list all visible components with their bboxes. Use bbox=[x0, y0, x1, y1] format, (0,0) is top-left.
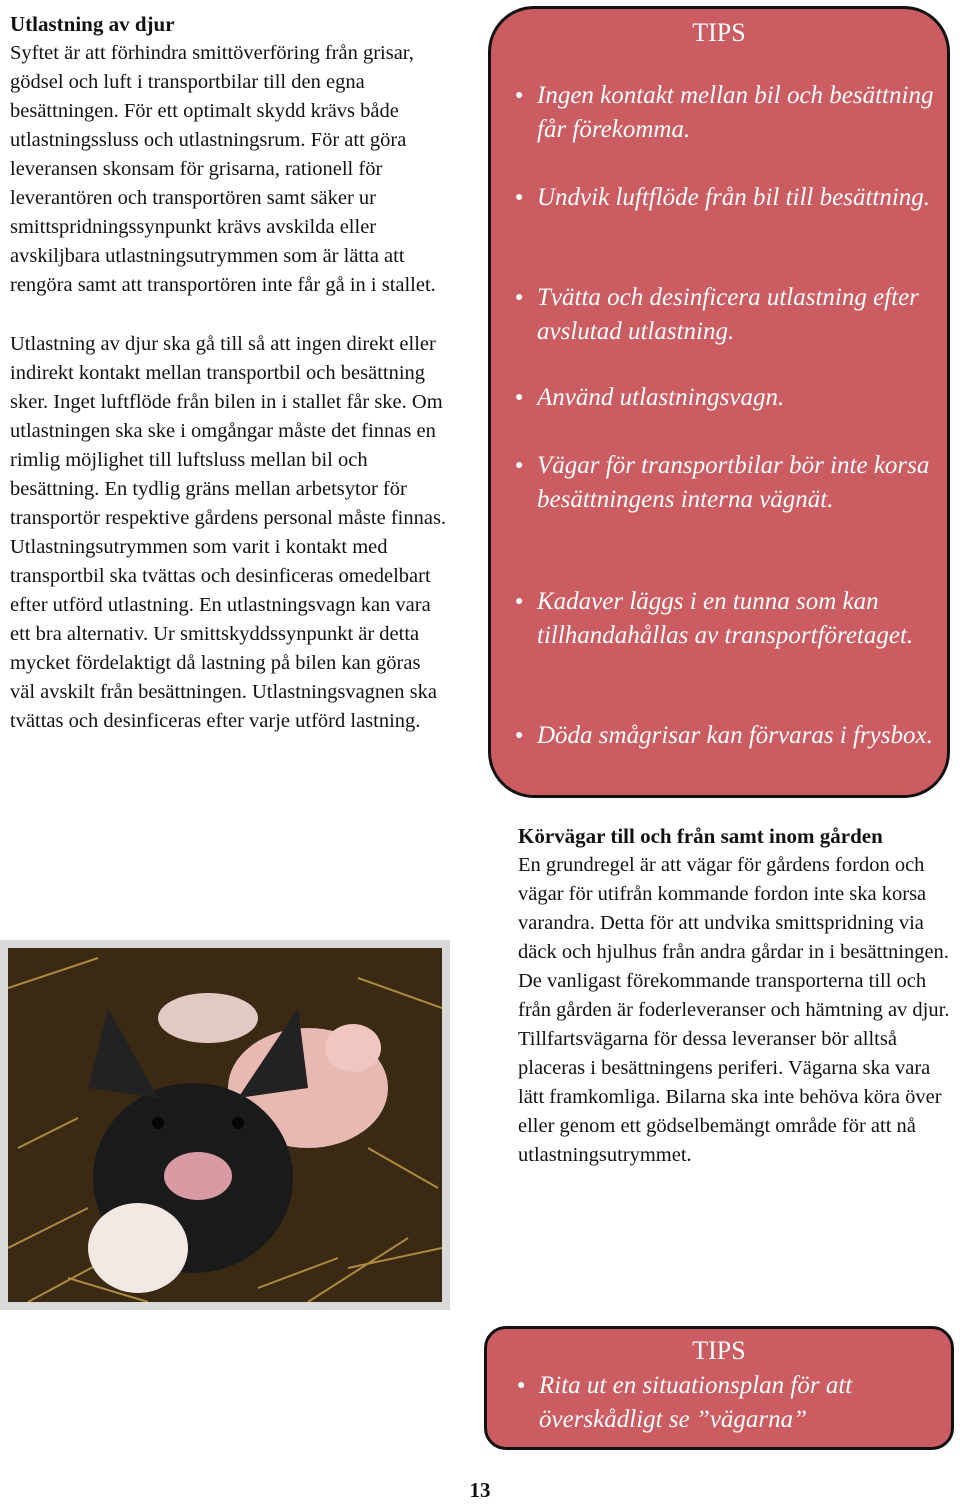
tips-item bbox=[515, 79, 937, 147]
tips-item bbox=[515, 281, 937, 349]
bullet-icon: ● bbox=[515, 290, 524, 305]
page-number: 13 bbox=[469, 1478, 491, 1502]
section-heading-utlastning: Utlastning av djur bbox=[10, 12, 175, 36]
section-heading-korvagar: Körvägar till och från samt inom gården bbox=[518, 824, 883, 848]
piglets-image bbox=[8, 948, 442, 1302]
bullet-icon: ● bbox=[515, 390, 524, 405]
tips-box bbox=[488, 6, 950, 798]
bullet-icon: ● bbox=[517, 1378, 526, 1393]
tips-item-text: Ingen kontakt mellan bil och besättning får förekomma. bbox=[537, 82, 934, 143]
tips-item bbox=[515, 381, 937, 415]
paragraph-utlastning: Utlastning av djur ska gå till så att ingen direkt eller indirekt kontakt mellan transportbil och besättning sker. Inget luftflöde från bilen in i stallet får ske. Om utlastningen ska ske i omgångar måste det finnas en rimlig möjlighet till luftsluss mellan bil och besättning. En tydlig gräns mellan arbetsytor för transportör respektive gårdens personal måste finnas. Utlastningsutrymmen som varit i kontakt med transportbil ska tvättas och desinficeras omedelbart efter utförd utlastning. En utlastningsvagn kan vara ett bra alternativ. Ur smittskyddssynpunkt är detta mycket fördelaktigt då lastning på bilen kan göras väl avskilt från besättningen. Utlastningsvagnen ska tvättas och desinficeras efter varje utförd lastning. bbox=[10, 333, 447, 732]
tips-item-text: Tvätta och desinficera utlastning efter avslutad utlastning. bbox=[537, 284, 919, 345]
paragraph-korvagar: En grundregel är att vägar för gårdens fordon och vägar för utifrån kommande fordon inte ska korsa varandra. Detta för att undvika smittspridning via däck och hjulhus från andra gårdar in i besättningen. De vanligast förekommande transporterna till och från gården är foderleveranser och hämtning av djur. Tillfartsvägarna för dessa leveranser bör alltså placeras i besättningens periferi. Vägarna ska vara lätt framkomliga. Bilarna ska inte behöva köra över eller genom ett gödselbemängt område för att nå utlastningsutrymmet. bbox=[518, 854, 950, 1166]
tips-item-text: Rita ut en situationsplan för att överskådligt se ”vägarna” bbox=[539, 1372, 853, 1433]
tips-item bbox=[515, 585, 937, 653]
bullet-icon: ● bbox=[515, 88, 524, 103]
tips-item bbox=[515, 181, 937, 215]
tips-title-2: TIPS bbox=[692, 1336, 746, 1365]
tips-item-text: Döda smågrisar kan förvaras i frysbox. bbox=[537, 722, 933, 749]
left-column bbox=[10, 10, 450, 736]
paragraph-intro: Syftet är att förhindra smittöverföring från grisar, gödsel och luft i transportbilar till den egna besättningen. För ett optimalt skydd krävs både utlastningssluss och utlastningsrum. För att göra leveransen skonsam för grisarna, rationell för leverantören och transportören samt säker ur smittspridningssynpunkt krävs avskilda eller avskiljbara utlastningsutrymmen som är lätta att rengöra samt att transportören inte får gå in i stallet. bbox=[10, 42, 436, 296]
bullet-icon: ● bbox=[515, 190, 524, 205]
right-column bbox=[518, 822, 954, 1170]
bullet-icon: ● bbox=[515, 594, 524, 609]
tips-item-text: Vägar för transportbilar bör inte korsa besättningens interna vägnät. bbox=[537, 452, 930, 513]
tips-item-text: Använd utlastningsvagn. bbox=[537, 384, 785, 411]
tips-item bbox=[515, 449, 937, 517]
tips-item-text: Kadaver läggs i en tunna som kan tillhandahållas av transportföretaget. bbox=[537, 588, 914, 649]
tips-item bbox=[517, 1369, 939, 1437]
bullet-icon: ● bbox=[515, 458, 524, 473]
bullet-icon: ● bbox=[515, 728, 524, 743]
tips-item-text: Undvik luftflöde från bil till besättning. bbox=[537, 184, 931, 211]
tips-box-2 bbox=[484, 1326, 954, 1450]
tips-title: TIPS bbox=[692, 18, 746, 47]
pig-photo bbox=[0, 940, 450, 1310]
tips-item bbox=[515, 719, 937, 753]
